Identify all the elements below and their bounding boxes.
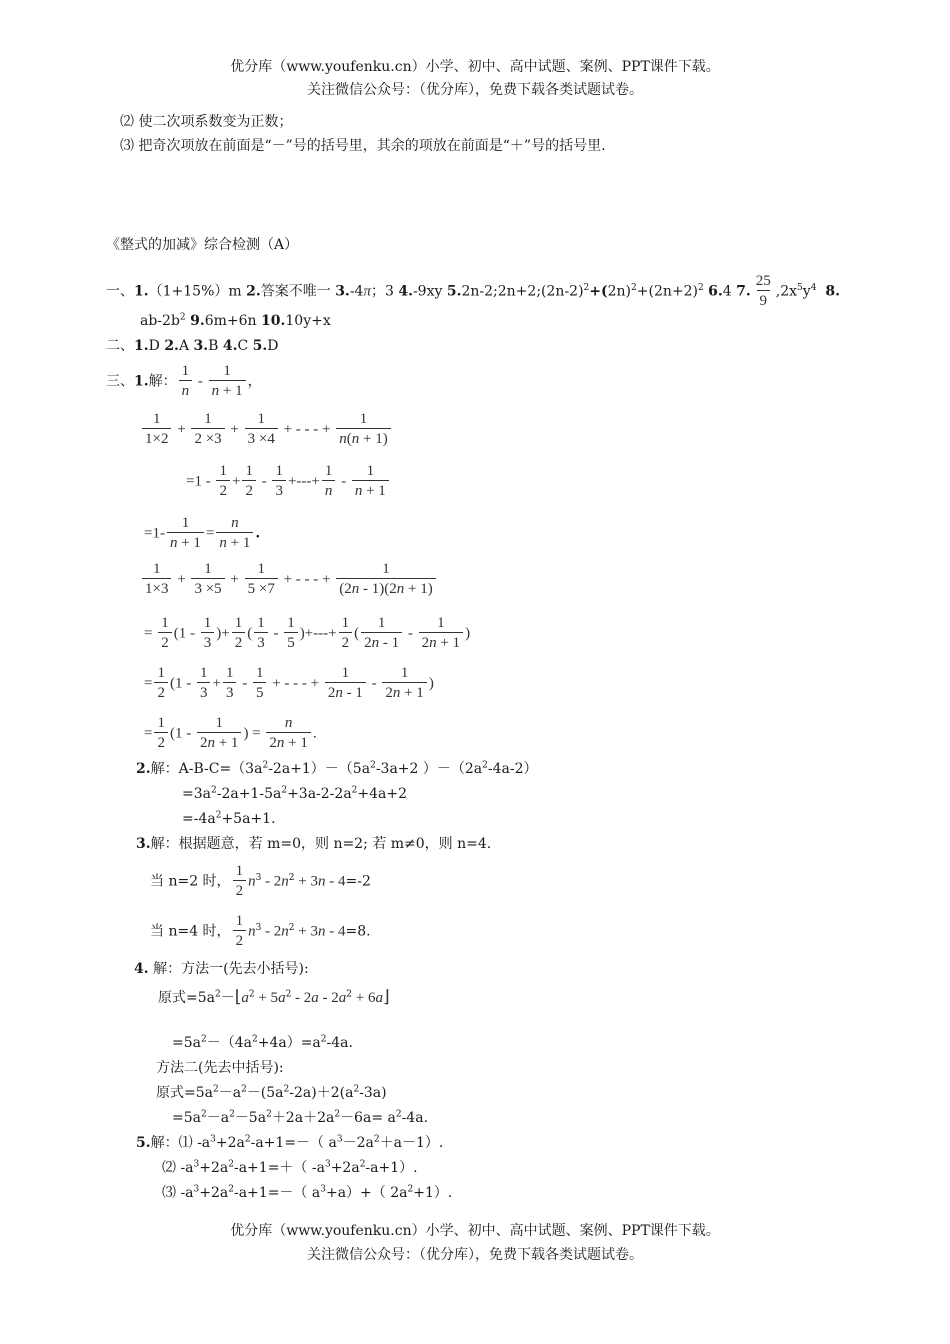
q4-m2-line1: 原式$=5a^2-a^2-(5a^2-2a)+2(a^2-3a)$ xyxy=(156,1084,387,1101)
fraction-25-9: $\frac{25}{9}$ xyxy=(755,273,771,309)
q4-m1-line2: $=5a^2-(4a^2+4a)=a^2-4a$. xyxy=(172,1034,353,1051)
intro-item-3: ⑶ 把奇次项放在前面是“－”号的括号里，其余的项放在前面是“＋”号的括号里. xyxy=(120,138,606,154)
q2-line3: $=-4a^2+5a+1$. xyxy=(182,810,276,827)
q5-line3: ⑶ $-a^3+2a^2-a+1=-$（ $a^3+a)+$（ $2a^2+1$）. xyxy=(162,1184,453,1201)
q2-line2: $=3a^2-2a+1-5a^2+3a-2-2a^2+4a+2$ xyxy=(182,785,408,802)
page-footer-line2: 关注微信公众号：（优分库），免费下载各类试题试卷。 xyxy=(307,1247,643,1263)
q4-m1-line1: 原式$=5a^2-⌊a^2 + 5a^2 - 2a - 2a^2$ + 6a⌋ xyxy=(158,987,390,1006)
section-title: 《整式的加减》综合检测（A） xyxy=(106,237,299,253)
q2-line1: 2.解：$A-B-C=(3a^2-2a+1)-(5a^2-3a+2$ ）$-(2a^2-4a-2)$ xyxy=(136,760,538,777)
q5-line1: 5.解：⑴ $-a^3+2a^2-a+1=-$（ $a^3-2a^2+a-1$）. xyxy=(136,1134,444,1151)
part1-label: 一、 xyxy=(106,283,134,300)
part1-answers-line2: $ab-2b^2$ 9.6m+6n 10.10y+x xyxy=(140,312,331,329)
part1-answers-line1: 一、1.（1+15%）m 2.答案不唯一 3.-4π；3 4.-9xy $5.2n-2;2n+2;(2n-2)^2+(2n)^2+(2n+2)^2$ 6.4 7. $\frac{25}{9}$ $,2x^5y^4$ 8. xyxy=(106,273,840,309)
q1-expr2-step1: = $\frac{1}{2}$ (1 - $\frac{1}{3}$ )+ $\frac{1}{2}$ ( $\frac{1}{3}$ - $\frac{1}{5}$ )+---+ $\frac{1}{2}$ ( $\frac{1}{2n - 1}$ - $\frac{1}{2n + 1}$ ) xyxy=(144,615,471,651)
q1-expr-telescope: =1 - $\frac{1}{2}$ + $\frac{1}{2}$ - $\frac{1}{3}$ +---+ $\frac{1}{n}$ - $\frac{1}{n + 1}$ xyxy=(186,462,391,501)
q5-line2: ⑵ $-a^3+2a^2-a+1=+$（ $-a^3+2a^2-a+1$）. xyxy=(162,1159,418,1176)
page-header-line1: 优分库（www.youfenku.cn）小学、初中、高中试题、案例、PPT课件下载。 xyxy=(230,59,720,75)
page-footer-line1: 优分库（www.youfenku.cn）小学、初中、高中试题、案例、PPT课件下载。 xyxy=(230,1223,720,1239)
q3-line1: 3.解：根据题意，若 m=0，则 n=2; 若 m≠0，则 n=4. xyxy=(136,836,492,852)
intro-item-2: ⑵ 使二次项系数变为正数； xyxy=(120,114,293,130)
q4-m2-line2: $=5a^2-a^2-5a^2+2a+2a^2-6a= a^2-4a$. xyxy=(172,1109,429,1126)
q1-heading: 三、1.解： $\frac{1}{n}$ - $\frac{1}{n + 1}$ ， xyxy=(106,363,262,399)
q3-case-n2: 当 n=2 时， $\frac{1}{2}$ $n^3 - 2n^2 + 3n - 4=-2$ xyxy=(150,863,371,899)
q4-method1: 4. 解：方法一(先去小括号): xyxy=(134,961,309,977)
q1-expr2-step2: = $\frac{1}{2}$ (1 - $\frac{1}{3}$ + $\frac{1}{3}$ - $\frac{1}{5}$ + - - - + $\frac{1}{2n - 1}$ - $\frac{1}{2n + 1}$ ) xyxy=(144,665,434,701)
q4-method2: 方法二(先去中括号): xyxy=(156,1060,284,1076)
q1-expr-result: =1- $\frac{1}{n + 1}$ = $\frac{n}{n + 1}$ . xyxy=(144,515,261,551)
q1-expr-sum: $\frac{1}{1\times 2}$ + $\frac{1}{2 \times 3}$ + $\frac{1}{3 \times 4}$ + - - - + $\frac{1}{n(n + 1)}$ xyxy=(140,410,393,449)
q1-expr2-result: = $\frac{1}{2}$ (1 - $\frac{1}{2n + 1}$ ) = $\frac{n}{2n + 1}$ . xyxy=(144,715,317,751)
q1-expr2-sum: $\frac{1}{1\times 3}$ + $\frac{1}{3 \times 5}$ + $\frac{1}{5 \times 7}$ + - - - + $\frac{1}{(2n - 1)(2n + 1)}$ xyxy=(140,560,438,599)
page-header-line2: 关注微信公众号：（优分库），免费下载各类试题试卷。 xyxy=(307,82,643,98)
q3-case-n4: 当 n=4 时， $\frac{1}{2}$ $n^3 - 2n^2 + 3n - 4=8$. xyxy=(150,913,371,949)
part2-answers: 二、1.D 2.A 3.B 4.C 5.D xyxy=(106,338,279,354)
